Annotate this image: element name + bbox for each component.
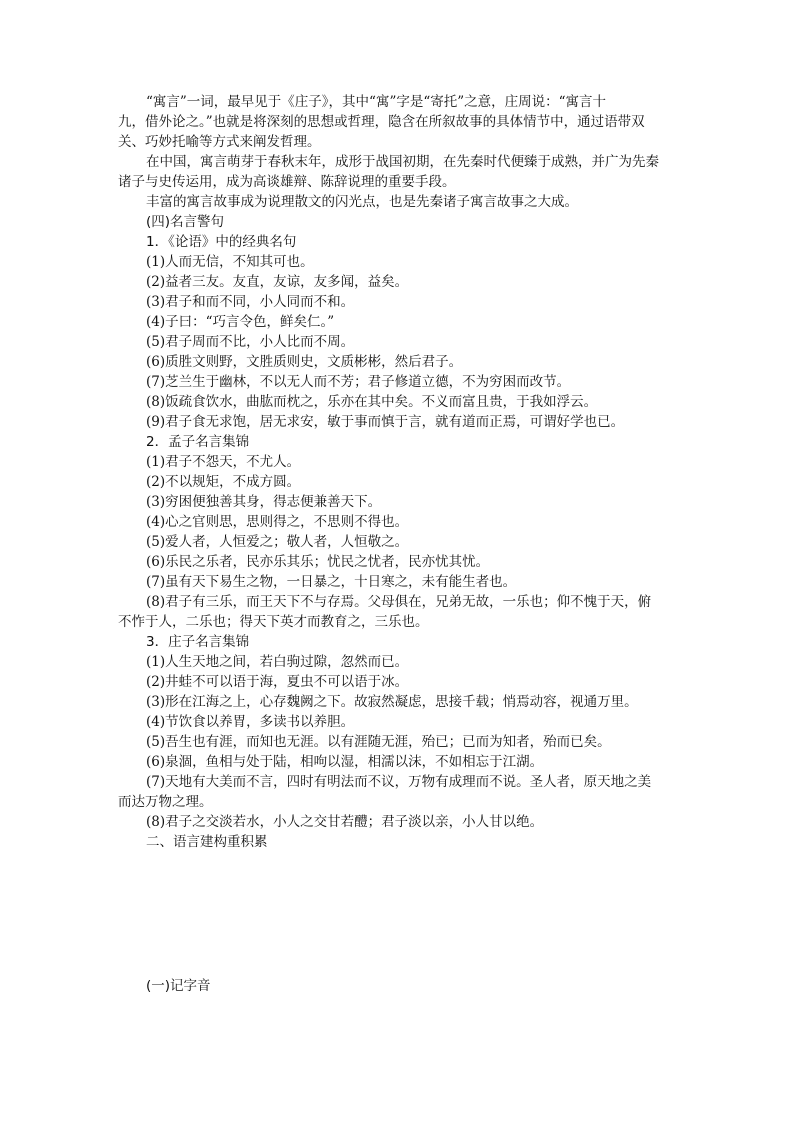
quote-item-continuation: 而达万物之理。 [118,794,213,810]
quote-item: (7)芝兰生于幽林，不以无人而不芳；君子修道立德，不为穷困而改节。 [146,374,571,390]
quote-item: (5)君子周而不比，小人比而不周。 [146,334,355,350]
intro-section [118,92,678,212]
blank-space [118,852,678,976]
section-two-title: 二、语言建构重积累 [146,834,268,850]
quote-item: (3)穷困便独善其身，得志便兼善天下。 [146,494,382,510]
quote-item: (6)乐民之乐者，民亦乐其乐；忧民之忧者，民亦忧其忧。 [146,554,490,570]
quote-item: (1)人生天地之间，若白驹过隙，忽然而已。 [146,654,409,670]
intro-paragraph-1 [118,92,678,152]
quote-item: (4)心之官则思，思则得之，不思则不得也。 [146,514,409,530]
group-zhuangzi [118,632,678,832]
quote-item: (9)君子食无求饱，居无求安，敏于事而慎于言，就有道而正焉，可谓好学也已。 [146,414,625,430]
quote-item: (1)君子不怨天，不尤人。 [146,454,301,470]
quote-item: (8)君子有三乐，而王天下不与存焉。父母俱在，兄弟无故，一乐也；仰不愧于天，俯 [146,594,652,610]
quote-item: (6)质胜文则野，文胜质则史，文质彬彬，然后君子。 [146,354,463,370]
quote-item-continuation: 不怍于人，二乐也；得天下英才而教育之，三乐也。 [118,614,429,630]
group-title: 2．孟子名言集锦 [146,434,250,450]
quote-item: (8)君子之交淡若水，小人之交甘若醴；君子淡以亲，小人甘以绝。 [146,814,544,830]
quote-item: (5)吾生也有涯，而知也无涯。以有涯随无涯，殆已；已而为知者，殆而已矣。 [146,734,611,750]
quote-item: (3)形在江海之上，心存魏阙之下。故寂然凝虑，思接千载；悄焉动容，视通万里。 [146,694,638,710]
quote-item: (2)不以规矩，不成方圆。 [146,474,301,490]
quote-item: (2)益者三友。友直，友谅，友多闻，益矣。 [146,274,409,290]
intro-paragraph-2 [118,152,678,192]
group-title: 1．《论语》中的经典名句 [146,234,297,250]
section-two-subtitle: (一)记字音 [146,978,211,994]
text-line: 在中国，寓言萌芽于春秋末年，成形于战国初期，在先秦时代便臻于成熟，并广为先秦 [146,154,659,170]
quote-item: (2)井蛙不可以语于海，夏虫不可以语于冰。 [146,674,409,690]
quote-item: (1)人而无信，不知其可也。 [146,254,314,270]
quote-item: (4)节饮食以养胃，多读书以养胆。 [146,714,355,730]
quote-item: (7)虽有天下易生之物，一日暴之，十日寒之，未有能生者也。 [146,574,517,590]
quote-item: (6)泉涸，鱼相与处于陆，相呴以湿，相濡以沫，不如相忘于江湖。 [146,754,544,770]
text-line: 诸子与史传运用，成为高谈雄辩、陈辞说理的重要手段。 [118,174,456,190]
intro-paragraph-3 [118,192,678,212]
group-lunyu [118,232,678,432]
group-title: 3．庄子名言集锦 [146,634,250,650]
group-mengzi [118,432,678,632]
text-line: 丰富的寓言故事成为说理散文的闪光点，也是先秦诸子寓言故事之大成。 [146,194,578,210]
section-four-title: (四)名言警句 [146,214,225,230]
text-line: 关、巧妙托喻等方式来阐发哲理。 [118,134,321,150]
quote-item: (3)君子和而不同，小人同而不和。 [146,294,355,310]
quote-item: (7)天地有大美而不言，四时有明法而不议，万物有成理而不说。圣人者，原天地之美 [146,774,652,790]
quote-item: (4)子曰：“巧言令色，鲜矣仁。” [146,314,335,330]
text-line: “寓言”一词，最早见于《庄子》，其中“寓”字是“寄托”之意，庄周说：“寓言十 [146,94,607,110]
text-line: 九，借外论之。”也就是将深刻的思想或哲理，隐含在所叙故事的具体情节中，通过语带双 [118,114,645,130]
quote-item: (5)爱人者，人恒爱之；敬人者，人恒敬之。 [146,534,409,550]
document-page [118,92,678,996]
quote-item: (8)饭疏食饮水，曲肱而枕之，乐亦在其中矣。不义而富且贵，于我如浮云。 [146,394,598,410]
